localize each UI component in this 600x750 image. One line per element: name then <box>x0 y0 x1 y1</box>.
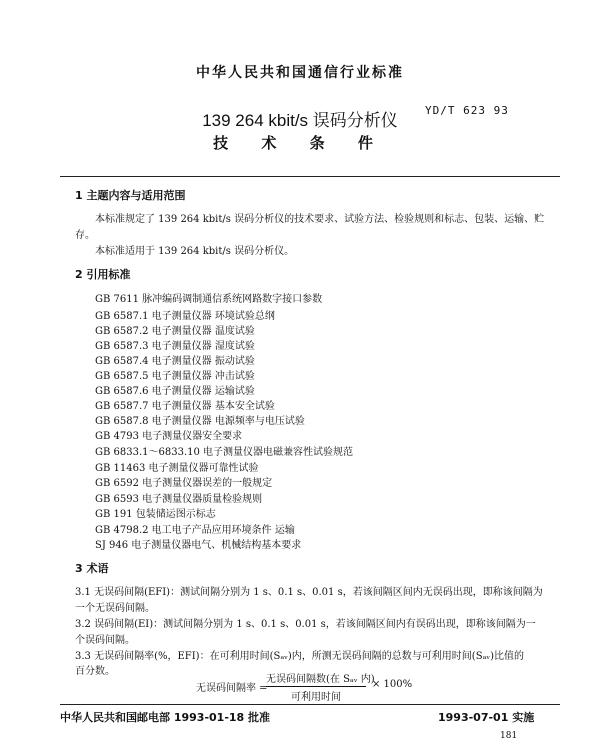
standard-code: YD/T 623 93 <box>425 104 509 117</box>
reference-item: GB 6593 电子测量仪器质量检验规则 <box>95 494 263 505</box>
reference-item: GB 4793 电子测量仪器安全要求 <box>95 431 243 442</box>
section-3-heading: 3 术语 <box>75 562 109 575</box>
standard-category-header: 中华人民共和国通信行业标准 <box>196 65 404 81</box>
formula-fraction <box>266 670 375 703</box>
section-1-paragraph-1-line-1: 本标准规定了 139 264 kbit/s 误码分析仪的技术要求、试验方法、检验规则和标志、包装、运输、贮 <box>95 214 545 225</box>
document-subtitle: 技 术 条 件 <box>213 134 387 152</box>
section-1-paragraph-2: 本标准适用于 139 264 kbit/s 误码分析仪。 <box>95 246 295 257</box>
reference-item: GB 6587.3 电子测量仪器 湿度试验 <box>95 341 255 352</box>
page-number: 181 <box>500 731 518 741</box>
reference-item: GB 6587.4 电子测量仪器 振动试验 <box>95 356 255 367</box>
reference-item: SJ 946 电子测量仪器电气、机械结构基本要求 <box>95 540 302 551</box>
implementation-date: 1993-07-01 实施 <box>438 711 535 724</box>
term-3-1-line-1: 3.1 无误码间隔(EFI)：测试间隔分别为 1 s、0.1 s、0.01 s，若该间隔区间内无误码出现，即称该间隔为 <box>75 587 543 598</box>
reference-item: GB 11463 电子测量仪器可靠性试验 <box>95 463 259 474</box>
reference-item: GB 6587.5 电子测量仪器 冲击试验 <box>95 371 255 382</box>
term-3-2-line-1: 3.2 误码间隔(EI)：测试间隔分别为 1 s、0.1 s、0.01 s，若该间隔区间内有误码出现，即称该间隔为一 <box>75 619 536 630</box>
reference-item: GB 6587.1 电子测量仪器 环境试验总纲 <box>95 311 275 322</box>
reference-item: GB 4798.2 电工电子产品应用环境条件 运输 <box>95 525 295 536</box>
reference-item: GB 7611 脉冲编码调制通信系统网路数字接口参数 <box>95 294 323 305</box>
section-2-heading: 2 引用标准 <box>75 268 131 281</box>
term-3-1-line-2: 一个无误码间隔。 <box>75 603 155 614</box>
formula-numerator: 无误码间隔数(在 Sₐᵥ 内) <box>266 674 375 685</box>
reference-item: GB 6587.6 电子测量仪器 运输试验 <box>95 386 255 397</box>
formula-multiplier: × 100% <box>372 679 413 690</box>
formula-denominator: 可利用时间 <box>266 686 366 703</box>
reference-item: GB 6587.7 电子测量仪器 基本安全试验 <box>95 401 275 412</box>
reference-item: GB 6592 电子测量仪器误差的一般规定 <box>95 478 273 489</box>
term-3-3-line-1: 3.3 无误码间隔率(%，EFI)：在可利用时间(Sₐᵥ)内，所测无误码间隔的总数与可利用时间(Sₐᵥ)比值的 <box>75 651 525 662</box>
reference-item: GB 191 包装储运图示标志 <box>95 509 216 520</box>
footer-divider <box>60 704 560 705</box>
approval-statement: 中华人民共和国邮电部 1993-01-18 批准 <box>60 711 271 724</box>
header-divider <box>60 176 560 177</box>
section-1-heading: 1 主题内容与适用范围 <box>75 189 186 202</box>
section-1-paragraph-1-line-2: 存。 <box>75 230 95 241</box>
document-title: 139 264 kbit/s 误码分析仪 <box>202 111 398 130</box>
term-3-2-line-2: 个误码间隔。 <box>75 635 135 646</box>
term-3-3-line-2: 百分数。 <box>75 666 115 677</box>
reference-item: GB 6587.8 电子测量仪器 电源频率与电压试验 <box>95 416 305 427</box>
reference-item: GB 6587.2 电子测量仪器 温度试验 <box>95 326 255 337</box>
reference-item: GB 6833.1～6833.10 电子测量仪器电磁兼容性试验规范 <box>95 447 354 458</box>
formula-label: 无误码间隔率 = <box>196 683 268 694</box>
